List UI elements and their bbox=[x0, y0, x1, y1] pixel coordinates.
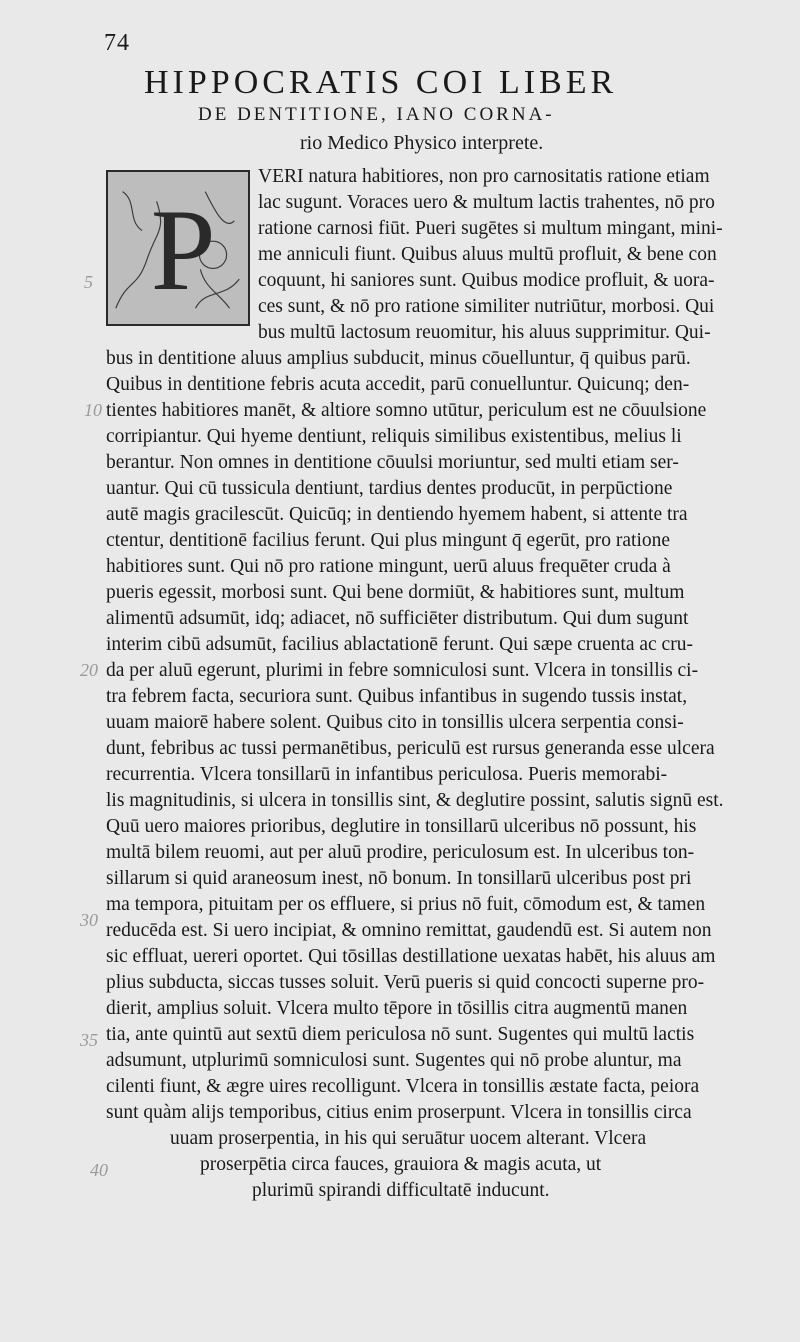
margin-line-number: 35 bbox=[80, 1030, 98, 1050]
text-line: plurimū spirandi difficultatē inducunt. bbox=[252, 1180, 550, 1201]
text-line: uuam maiorē habere solent. Quibus cito in tonsillis ulcera serpentia consi- bbox=[106, 712, 684, 733]
margin-line-number: 20 bbox=[80, 660, 98, 680]
text-line: reducēda est. Si uero incipiat, & omnino remittat, gaudendū est. Si autem non bbox=[106, 920, 712, 941]
text-line: dierit, amplius soluit. Vlcera multo tēpore in tōsillis citra augmentū manen bbox=[106, 998, 688, 1019]
text-line: VERI natura habitiores, non pro carnositatis ratione etiam bbox=[258, 166, 710, 187]
text-line: habitiores sunt. Qui nō pro ratione mingunt, uerū aluus frequēter cruda à bbox=[106, 556, 671, 577]
margin-line-number: 10 bbox=[84, 400, 102, 420]
text-line: bus multū lactosum reuomitur, his aluus supprimitur. Qui- bbox=[258, 322, 711, 343]
subtitle-continuation: rio Medico Physico interprete. bbox=[300, 132, 544, 154]
text-line: berantur. Non omnes in dentitione cōuulsi moriuntur, sed multi etiam ser- bbox=[106, 452, 679, 473]
text-line: ma tempora, pituitam per os effluere, si prius nō fuit, cōmodum est, & tamen bbox=[106, 894, 706, 915]
text-line: multā bilem reuomi, aut per aluū prodire, periculosum est. In ulceribus ton- bbox=[106, 842, 695, 863]
text-line: tientes habitiores manēt, & altiore somno utūtur, periculum est ne cōuulsione bbox=[106, 400, 707, 421]
text-line: pueris egessit, morbosi sunt. Qui bene dormiūt, & habitiores sunt, multum bbox=[106, 582, 685, 603]
margin-line-number: 5 bbox=[84, 272, 93, 292]
text-line: alimentū adsumūt, idq; adiacet, nō sufficiēter distributum. Qui dum sugunt bbox=[106, 608, 689, 629]
text-line: Quū uero maiores prioribus, deglutire in tonsillarū ulceribus nō possunt, his bbox=[106, 816, 697, 837]
page-number: 74 bbox=[104, 30, 130, 56]
text-line: ces sunt, & nō pro ratione similiter nutriūtur, morbosi. Qui bbox=[258, 296, 715, 317]
margin-line-number: 40 bbox=[90, 1160, 108, 1180]
text-line: me anniculi fiunt. Quibus aluus multū profluit, & bene con bbox=[258, 244, 717, 265]
text-line: coquunt, hi saniores sunt. Quibus modice profluit, & uora- bbox=[258, 270, 715, 291]
text-line: lis magnitudinis, si ulcera in tonsillis sint, & deglutire possint, salutis signū est. bbox=[106, 790, 724, 811]
text-line: da per aluū egerunt, plurimi in febre somniculosi sunt. Vlcera in tonsillis ci- bbox=[106, 660, 699, 681]
text-line: interim cibū adsumūt, facilius ablactationē ferunt. Qui sæpe cruenta ac cru- bbox=[106, 634, 693, 655]
text-line: autē magis gracilescūt. Quicūq; in dentiendo hyemem habent, si attente tra bbox=[106, 504, 688, 525]
subtitle: DE DENTITIONE, IANO CORNA- bbox=[198, 104, 555, 125]
text-line: proserpētia circa fauces, grauiora & magis acuta, ut bbox=[200, 1154, 602, 1175]
text-line: lac sugunt. Voraces uero & multum lactis trahentes, nō pro bbox=[258, 192, 715, 213]
woodcut-illustration bbox=[108, 172, 248, 324]
text-line: ratione carnosi fiūt. Pueri sugētes si multum mingant, mini- bbox=[258, 218, 723, 239]
initial-letter-glyph: P bbox=[150, 185, 216, 315]
text-line: tra febrem facta, securiora sunt. Quibus infantibus in sugendo tussis instat, bbox=[106, 686, 688, 707]
text-line: ctentur, dentitionē facilius ferunt. Qui plus mingunt q̄ egerūt, pro ratione bbox=[106, 530, 671, 551]
decorated-initial-letter bbox=[106, 170, 250, 326]
text-line: uantur. Qui cū tussicula dentiunt, tardius dentes producūt, in perpūctione bbox=[106, 478, 673, 499]
text-line: uuam proserpentia, in his qui seruātur uocem alterant. Vlcera bbox=[170, 1128, 647, 1149]
text-line: sic effluat, uereri oportet. Qui tōsillas destillatione uexatas habēt, his aluus am bbox=[106, 946, 716, 967]
text-line: plius subducta, siccas tusses soluit. Verū pueris si quid concocti superne pro- bbox=[106, 972, 705, 993]
text-line: sillarum si quid araneosum inest, nō bonum. In tonsillarū ulceribus post pri bbox=[106, 868, 692, 889]
text-line: bus in dentitione aluus amplius subducit, minus cōuelluntur, q̄ quibus parū. bbox=[106, 348, 691, 369]
text-line: cilenti fiunt, & ægre uires recolligunt. Vlcera in tonsillis æstate facta, peiora bbox=[106, 1076, 700, 1097]
text-line: corripiantur. Qui hyeme dentiunt, reliquis similibus existentibus, melius li bbox=[106, 426, 682, 447]
text-line: dunt, febribus ac tussi permanētibus, periculū est rursus generanda esse ulcera bbox=[106, 738, 715, 759]
page-title: HIPPOCRATIS COI LIBER bbox=[144, 64, 618, 101]
text-line: sunt quàm alijs temporibus, citius enim proserpunt. Vlcera in tonsillis circa bbox=[106, 1102, 692, 1123]
text-line: Quibus in dentitione febris acuta accedit, parū conuelluntur. Quicunq; den- bbox=[106, 374, 690, 395]
text-line: tia, ante quintū aut sextū diem periculosa nō sunt. Sugentes qui multū lactis bbox=[106, 1024, 695, 1045]
text-line: adsumunt, utplurimū somniculosi sunt. Sugentes qui nō probe aluntur, ma bbox=[106, 1050, 682, 1071]
text-line: recurrentia. Vlcera tonsillarū in infantibus periculosa. Pueris memorabi- bbox=[106, 764, 668, 785]
margin-line-number: 30 bbox=[80, 910, 98, 930]
